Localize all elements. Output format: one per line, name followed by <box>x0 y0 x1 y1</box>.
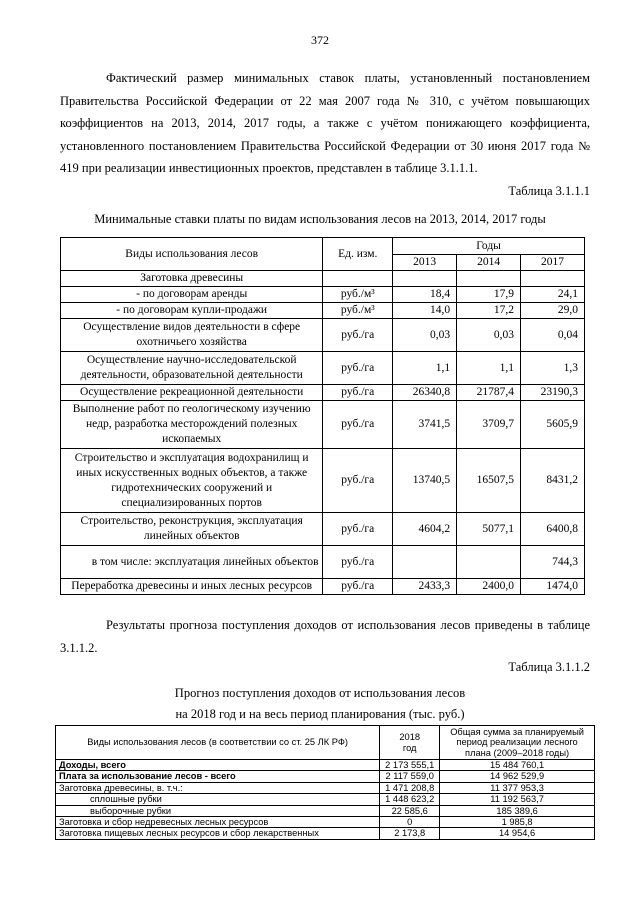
cell-2014: 16507,5 <box>457 449 521 513</box>
page-number: 372 <box>311 33 329 47</box>
table-row <box>61 352 585 385</box>
row-name: Переработка древесины и иных лесных ресурсов <box>61 579 323 595</box>
cell-2018: 0 <box>380 817 440 828</box>
table-row <box>61 546 585 579</box>
cell-2018: 22 585,6 <box>380 805 440 816</box>
cell-2017: 8431,2 <box>521 449 585 513</box>
row-name: Заготовка древесины <box>61 271 323 287</box>
cell-2017 <box>521 271 585 287</box>
cell-2018: 2 173,8 <box>380 828 440 839</box>
table-row <box>61 319 585 352</box>
table-row <box>61 579 585 595</box>
cell-2014 <box>457 546 521 579</box>
row-name: Заготовка древесины, в. т.ч.: <box>56 782 380 793</box>
cell-2013: 4604,2 <box>393 513 457 546</box>
cell-2013: 13740,5 <box>393 449 457 513</box>
header-2018 <box>380 726 440 760</box>
cell-2013 <box>393 546 457 579</box>
cell-2013 <box>393 271 457 287</box>
table-row <box>56 805 595 816</box>
header-type: Виды использования лесов <box>61 238 323 271</box>
header-total <box>440 726 595 760</box>
cell-2017: 6400,8 <box>521 513 585 546</box>
row-unit: руб./м³ <box>323 303 393 319</box>
row-name: Выполнение работ по геологическому изучению недр, разработка месторождений полезных ископаемых <box>61 401 323 449</box>
row-unit: руб./га <box>323 513 393 546</box>
cell-2017: 744,3 <box>521 546 585 579</box>
rates-table <box>60 237 585 595</box>
row-unit <box>323 271 393 287</box>
cell-2014: 21787,4 <box>457 385 521 401</box>
header-total-line: плана (2009–2018 годы) <box>465 747 570 758</box>
cell-2018: 2 117 559,0 <box>380 771 440 782</box>
header-type: Виды использования лесов (в соответствии со ст. 25 ЛК РФ) <box>56 726 380 760</box>
row-name: - по договорам купли-продажи <box>61 303 323 319</box>
cell-2014: 0,03 <box>457 319 521 352</box>
row-name: Заготовка и сбор недревесных лесных ресурсов <box>56 817 380 828</box>
cell-2017: 0,04 <box>521 319 585 352</box>
table-row <box>56 771 595 782</box>
header-total-line: Общая сумма за планируемый <box>450 726 584 737</box>
table-row <box>61 271 585 287</box>
table-row <box>56 828 595 839</box>
cell-2014: 17,2 <box>457 303 521 319</box>
table2-label: Таблица 3.1.1.2 <box>508 660 590 674</box>
row-unit: руб./га <box>323 546 393 579</box>
row-name: - по договорам аренды <box>61 287 323 303</box>
table-row <box>61 513 585 546</box>
cell-total: 185 389,6 <box>440 805 595 816</box>
table-row <box>61 401 585 449</box>
cell-2013: 1,1 <box>393 352 457 385</box>
row-name: Плата за использование лесов - всего <box>56 771 380 782</box>
header-total-line: период реализации лесного <box>456 737 578 748</box>
cell-2014: 2400,0 <box>457 579 521 595</box>
cell-2013: 3741,5 <box>393 401 457 449</box>
cell-2018: 1 471 208,8 <box>380 782 440 793</box>
cell-2017: 23190,3 <box>521 385 585 401</box>
header-year: 2014 <box>457 255 521 271</box>
row-unit: руб./га <box>323 579 393 595</box>
cell-2014: 5077,1 <box>457 513 521 546</box>
table-row <box>61 287 585 303</box>
table1-title: Минимальные ставки платы по видам использования лесов на 2013, 2014, 2017 годы <box>94 212 546 226</box>
cell-2014: 3709,7 <box>457 401 521 449</box>
cell-2014: 17,9 <box>457 287 521 303</box>
table-row <box>56 782 595 793</box>
results-paragraph: Результаты прогноза поступления доходов от использования лесов приведены в таблице 3.1.1.2. <box>60 618 590 655</box>
table-row <box>61 449 585 513</box>
table-row <box>61 303 585 319</box>
row-unit: руб./га <box>323 385 393 401</box>
table2-title-line2: на 2018 год и на весь период планирования (тыс. руб.) <box>175 707 465 721</box>
cell-2013: 26340,8 <box>393 385 457 401</box>
row-name: сплошные рубки <box>56 794 380 805</box>
cell-2013: 2433,3 <box>393 579 457 595</box>
cell-2018: 1 448 623,2 <box>380 794 440 805</box>
row-name: Заготовка пищевых лесных ресурсов и сбор лекарственных <box>56 828 380 839</box>
cell-2014 <box>457 271 521 287</box>
header-year: 2017 <box>521 255 585 271</box>
cell-2017: 1474,0 <box>521 579 585 595</box>
cell-total: 14 962 529,9 <box>440 771 595 782</box>
cell-total: 11 377 953,3 <box>440 782 595 793</box>
cell-2013: 0,03 <box>393 319 457 352</box>
table1-label: Таблица 3.1.1.1 <box>508 184 590 198</box>
cell-total: 14 954,6 <box>440 828 595 839</box>
cell-2018: 2 173 555,1 <box>380 760 440 771</box>
table-row <box>61 385 585 401</box>
row-unit: руб./м³ <box>323 287 393 303</box>
header-year: 2013 <box>393 255 457 271</box>
table-row <box>56 794 595 805</box>
row-name: Строительство и эксплуатация водохранилищ и иных искусственных водных объектов, а также гидротехнических сооружений и специализированных портов <box>61 449 323 513</box>
row-name: выборочные рубки <box>56 805 380 816</box>
cell-2013: 14,0 <box>393 303 457 319</box>
row-unit: руб./га <box>323 319 393 352</box>
cell-total: 11 192 563,7 <box>440 794 595 805</box>
header-year-number: 2018 <box>399 732 421 743</box>
intro-paragraph: Фактический размер минимальных ставок платы, установленный постановлением Правительства Российской Федерации от 22 мая 2007 года № 310, с учётом повышающих коэффициентов на 2013, 2014, 2017 годы, а также с учётом понижающего коэффициента, установленного постановлением Правительства Российской Федерации от 30 июня 2017 года № 419 при реализации инвестиционных проектов, представлен в таблице 3.1.1.1. <box>60 71 590 176</box>
header-year-word: год <box>402 742 417 753</box>
row-unit: руб./га <box>323 401 393 449</box>
row-name: Осуществление научно-исследовательской деятельности, образовательной деятельности <box>61 352 323 385</box>
cell-2017: 29,0 <box>521 303 585 319</box>
cell-2014: 1,1 <box>457 352 521 385</box>
row-unit: руб./га <box>323 352 393 385</box>
cell-2017: 1,3 <box>521 352 585 385</box>
table-row <box>56 817 595 828</box>
cell-2017: 24,1 <box>521 287 585 303</box>
row-unit: руб./га <box>323 449 393 513</box>
table2-title-line1: Прогноз поступления доходов от использования лесов <box>174 686 466 700</box>
income-forecast-table <box>55 725 595 840</box>
table-row <box>56 760 595 771</box>
header-unit: Ед. изм. <box>323 238 393 271</box>
cell-2013: 18,4 <box>393 287 457 303</box>
row-name: Доходы, всего <box>56 760 380 771</box>
cell-total: 1 985,8 <box>440 817 595 828</box>
header-years: Годы <box>393 238 585 255</box>
row-name: Осуществление рекреационной деятельности <box>61 385 323 401</box>
cell-total: 15 484 760,1 <box>440 760 595 771</box>
row-name: Строительство, реконструкция, эксплуатация линейных объектов <box>61 513 323 546</box>
row-name: Осуществление видов деятельности в сфере охотничьего хозяйства <box>61 319 323 352</box>
cell-2017: 5605,9 <box>521 401 585 449</box>
row-name: в том числе: эксплуатация линейных объектов <box>61 546 323 579</box>
